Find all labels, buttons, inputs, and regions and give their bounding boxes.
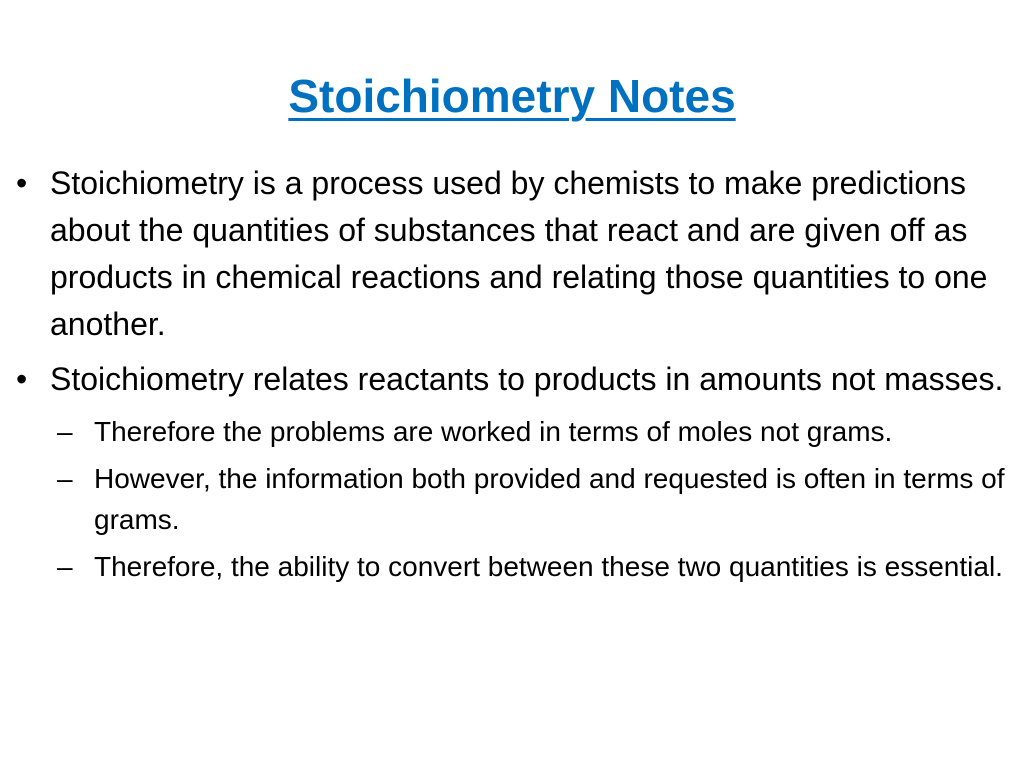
- slide-title: Stoichiometry Notes: [288, 70, 736, 122]
- sub-bullet-item: [57, 458, 1011, 540]
- sub-bullet-list: [16, 411, 1011, 587]
- sub-bullet-text: Therefore, the ability to convert between these two quantities is essential.: [94, 551, 1003, 582]
- bullet-icon: •: [16, 165, 28, 201]
- sub-bullet-text: Therefore the problems are worked in terms of moles not grams.: [94, 416, 893, 447]
- sub-bullet-text: However, the information both provided and requested is often in terms of grams.: [94, 463, 1005, 535]
- dash-icon: –: [57, 463, 73, 494]
- dash-icon: –: [57, 551, 73, 582]
- dash-icon: –: [57, 416, 73, 447]
- bullet-icon: •: [16, 361, 28, 397]
- bullet-item: [16, 356, 1011, 403]
- sub-bullet-group: [16, 411, 1011, 587]
- sub-bullet-item: [57, 546, 1011, 587]
- bullet-list: [16, 160, 1011, 593]
- bullet-text: Stoichiometry is a process used by chemists to make predictions about the quantities of substances that react and are given off as products in chemical reactions and relating those quantities to one another.: [50, 165, 988, 342]
- sub-bullet-item: [57, 411, 1011, 452]
- bullet-item: [16, 160, 1011, 348]
- bullet-text: Stoichiometry relates reactants to products in amounts not masses.: [50, 361, 1004, 397]
